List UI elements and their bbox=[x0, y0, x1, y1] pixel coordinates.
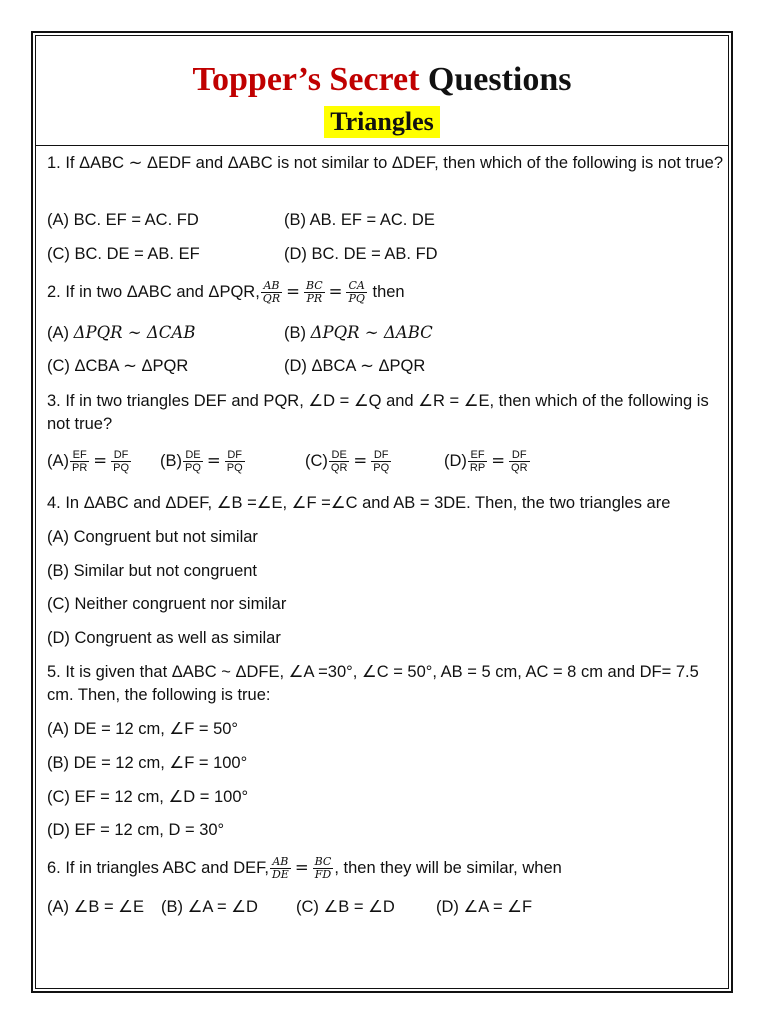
question-6: 6. If in triangles ABC and DEF, $\frac{AB}{DE}$ = $\frac{BC}{FD}$ , then they will be similar, when bbox=[47, 855, 562, 882]
q4-option-a[interactable]: (A) Congruent but not similar bbox=[47, 528, 258, 546]
q1-option-c[interactable]: (C) BC. DE = AB. EF bbox=[47, 245, 200, 263]
question-2: 2. If in two ΔABC and ΔPQR, $\frac{AB}{QR}$ = $\frac{BC}{PR}$ = $\frac{CA}{PQ}$ then bbox=[47, 279, 405, 306]
q5-option-b[interactable]: (B) DE = 12 cm, ∠F = 100° bbox=[47, 754, 248, 772]
q3-option-b[interactable]: (B) $\frac{DE}{PQ}$ = $\frac{DF}{PQ}$ bbox=[160, 449, 243, 475]
page-title bbox=[35, 58, 729, 102]
q2-option-d[interactable]: (D) ΔBCA ∼ ΔPQR bbox=[284, 357, 426, 375]
q1-option-d[interactable]: (D) BC. DE = AB. FD bbox=[284, 245, 438, 263]
question-3: 3. If in two triangles DEF and PQR, ∠D = ∠Q and ∠R = ∠E, then which of the following is not true? bbox=[47, 392, 709, 433]
q6-option-d[interactable]: (D) ∠A = ∠F bbox=[436, 898, 533, 916]
q5-option-d[interactable]: (D) EF = 12 cm, D = 30° bbox=[47, 821, 225, 839]
subtitle-chapter: Triangles bbox=[324, 106, 440, 138]
q2-fraction-3: $\frac{CA}{PQ}$ bbox=[348, 279, 365, 306]
question-5: 5. It is given that ΔABC ~ ΔDFE, ∠A =30°, ∠C = 50°, AB = 5 cm, AC = 8 cm and DF= 7.5 cm. Then, the following is true: bbox=[47, 663, 699, 704]
q3-option-d[interactable]: (D) $\frac{EF}{RP}$ = $\frac{DF}{QR}$ bbox=[444, 449, 528, 475]
question-1: 1. If ΔABC ∼ ΔEDF and ΔABC is not similar to ΔDEF, then which of the following is not true? bbox=[47, 154, 724, 172]
q6-option-c[interactable]: (C) ∠B = ∠D bbox=[296, 898, 395, 916]
q6-fraction-1: $\frac{AB}{DE}$ bbox=[271, 855, 289, 882]
q3-option-c[interactable]: (C) $\frac{DE}{QR}$ = $\frac{DF}{PQ}$ bbox=[305, 449, 390, 475]
q2-suffix: then bbox=[372, 283, 405, 301]
q6-fraction-2: $\frac{BC}{FD}$ bbox=[314, 855, 332, 882]
q2-option-b[interactable]: (B) ΔPQR ∼ ΔABC bbox=[284, 323, 433, 342]
title-highlight: Topper’s Secret bbox=[192, 61, 420, 98]
header-divider bbox=[35, 145, 729, 146]
q1-option-b[interactable]: (B) AB. EF = AC. DE bbox=[284, 211, 435, 229]
q6-option-b[interactable]: (B) ∠A = ∠D bbox=[161, 898, 258, 916]
q2-fraction-1: $\frac{AB}{QR}$ bbox=[262, 279, 281, 306]
question-4: 4. In ΔABC and ΔDEF, ∠B =∠E, ∠F =∠C and AB = 3DE. Then, the two triangles are bbox=[47, 494, 671, 512]
q4-option-b[interactable]: (B) Similar but not congruent bbox=[47, 562, 258, 580]
q2-option-a[interactable]: (A) ΔPQR ∼ ΔCAB bbox=[47, 323, 196, 342]
q2-fraction-2: $\frac{BC}{PR}$ bbox=[305, 279, 323, 306]
q3-option-a[interactable]: (A) $\frac{EF}{PR}$ = $\frac{DF}{PQ}$ bbox=[47, 449, 130, 475]
q4-option-c[interactable]: (C) Neither congruent nor similar bbox=[47, 595, 287, 613]
q6-suffix: , then they will be similar, when bbox=[334, 859, 562, 877]
q5-option-c[interactable]: (C) EF = 12 cm, ∠D = 100° bbox=[47, 788, 249, 806]
q6-prefix: 6. If in triangles ABC and DEF, bbox=[47, 859, 269, 877]
q5-option-a[interactable]: (A) DE = 12 cm, ∠F = 50° bbox=[47, 720, 239, 738]
q4-option-d[interactable]: (D) Congruent as well as similar bbox=[47, 629, 281, 647]
q1-option-a[interactable]: (A) BC. EF = AC. FD bbox=[47, 211, 199, 229]
q6-option-a[interactable]: (A) ∠B = ∠E bbox=[47, 898, 144, 916]
title-rest: Questions bbox=[427, 61, 572, 98]
subtitle-wrap bbox=[35, 106, 729, 138]
q2-option-c[interactable]: (C) ΔCBA ∼ ΔPQR bbox=[47, 357, 189, 375]
q2-prefix: 2. If in two ΔABC and ΔPQR, bbox=[47, 283, 260, 301]
